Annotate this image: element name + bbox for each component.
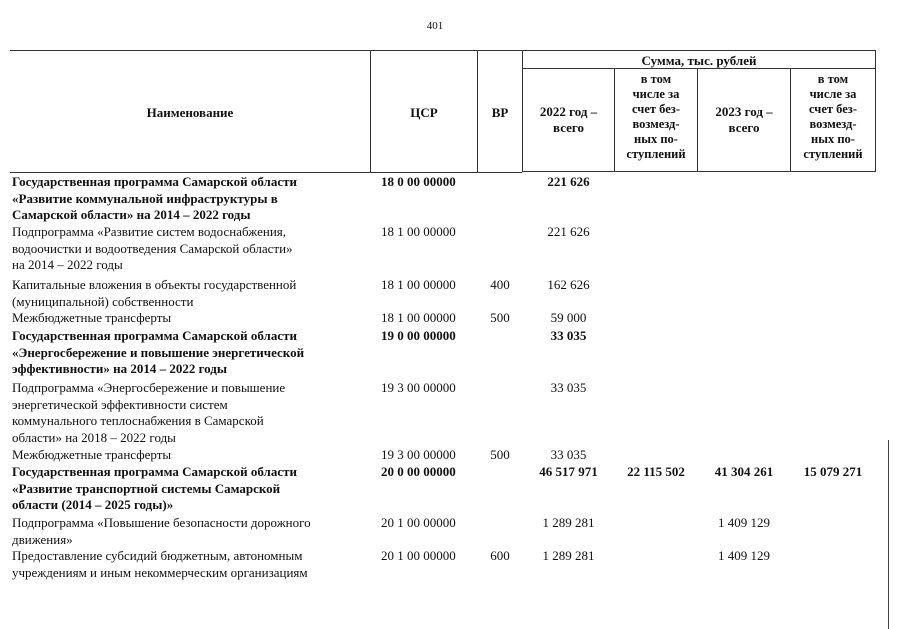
row-name-line: коммунального теплоснабжения в Самарской [12,413,264,428]
row-name-line: водоочистки и водоотведения Самарской области» [12,240,293,256]
amount-2023-cell: 41 304 261 [714,464,774,479]
row-name-cell [12,277,368,310]
csr-cell: 20 1 00 00000 [381,515,456,530]
row-name-line: движения» [12,531,73,547]
row-name-line: эффективности» на 2014 – 2022 годы [12,361,227,376]
row-name-line: Государственная программа Самарской области [12,328,297,343]
row-name-cell [12,380,368,446]
amount-2023-cell: 1 409 129 [718,548,770,563]
amount-2022-cell: 221 626 [547,224,590,239]
table-top-border [10,50,876,51]
header-2023-grants-line: в том [817,72,849,86]
amount-2022-cell: 33 035 [550,328,587,343]
row-name-line: «Развитие коммунальной инфраструктуры в [12,190,278,206]
vr-cell: 600 [490,548,510,563]
header-name: Наименование [146,105,234,120]
header-2022-grants [615,72,697,162]
header-2022-grants-line: счет без- [632,102,680,116]
row-name-cell [12,224,368,274]
amount-2022-cell: 221 626 [547,174,590,189]
table-right-border [875,50,876,172]
row-name-line: области (2014 – 2025 годы)» [12,497,174,512]
scan-edge-line [888,440,889,629]
header-bottom-right [522,171,876,172]
csr-cell: 20 1 00 00000 [381,548,456,563]
header-vr: ВР [491,105,509,120]
header-2022-grants-line: числе за [632,87,680,101]
csr-cell: 19 0 00 00000 [381,328,456,343]
header-2023-total-line: 2023 год – [715,104,773,119]
vr-cell: 500 [490,447,510,462]
row-name-cell [12,328,368,378]
row-name-line: Межбюджетные трансферты [12,310,172,325]
row-name-line: «Развитие транспортной системы Самарской [12,480,281,496]
amount-2022-cell: 162 626 [547,277,590,292]
row-name-line: учреждениям и иным некоммерческим организациям [12,564,308,580]
vr-cell: 500 [490,310,510,325]
header-2023-total [698,104,790,136]
header-bottom-left [10,172,522,173]
row-name-line: Предоставление субсидий бюджетным, автономным [12,548,303,563]
amount-2022-cell: 1 289 281 [542,515,595,530]
header-2022-grants-line: ступлений [626,147,686,161]
amount-2023-cell: 1 409 129 [718,515,770,530]
col-divider-name [370,50,371,172]
header-sum-title: Сумма, тыс. рублей [641,53,757,68]
header-2022-grants-line: возмезд- [632,117,680,131]
vr-cell: 400 [490,277,510,292]
header-2022-total [523,104,614,136]
header-2023-total-line: всего [728,120,760,135]
row-name-line: Межбюджетные трансферты [12,447,172,462]
header-csr: ЦСР [410,105,438,120]
header-2023-grants-line: возмезд- [809,117,857,131]
row-name-line: области» на 2018 – 2022 годы [12,429,176,445]
row-name-cell [12,310,368,327]
row-name-line: Государственная программа Самарской области [12,174,297,189]
header-2023-grants-line: счет без- [809,102,857,116]
csr-cell: 19 3 00 00000 [381,447,456,462]
row-name-line: Самарской области» на 2014 – 2022 годы [12,207,251,222]
csr-cell: 18 1 00 00000 [381,224,456,239]
row-name-line: Капитальные вложения в объекты государственной [12,277,297,292]
row-name-cell [12,464,368,514]
row-name-cell [12,515,368,548]
header-2023-grants-line: числе за [809,87,857,101]
amount-2022-cell: 33 035 [550,447,587,462]
amount-2022-cell: 59 000 [550,310,587,325]
csr-cell: 20 0 00 00000 [381,464,456,479]
row-name-line: на 2014 – 2022 годы [12,257,123,272]
grants-2023-cell: 15 079 271 [803,464,863,479]
row-name-line: энергетической эффективности систем [12,396,228,412]
amount-2022-cell: 46 517 971 [539,464,598,479]
header-2022-total-line: всего [553,120,584,135]
grants-2022-cell: 22 115 502 [627,464,685,479]
row-name-line: Подпрограмма «Энергосбережение и повышение [12,380,286,395]
csr-cell: 18 1 00 00000 [381,310,456,325]
header-2022-grants-line: в том [640,72,672,86]
csr-cell: 18 1 00 00000 [381,277,456,292]
header-2022-total-line: 2022 год – [539,104,598,119]
amount-2022-cell: 1 289 281 [542,548,595,563]
csr-cell: 18 0 00 00000 [381,174,456,189]
row-name-line: Подпрограмма «Повышение безопасности дорожного [12,515,311,530]
row-name-cell [12,174,368,224]
page-number: 401 [426,20,444,32]
header-2022-grants-line: ных по- [634,132,678,146]
header-2023-grants-line: ступлений [803,147,863,161]
row-name-line: «Энергосбережение и повышение энергетической [12,344,305,360]
header-2023-grants-line: ных по- [811,132,855,146]
row-name-cell [12,548,368,581]
row-name-cell [12,447,368,464]
row-name-line: Подпрограмма «Развитие систем водоснабжения, [12,224,287,239]
row-name-line: (муниципальной) собственности [12,293,194,309]
amount-2022-cell: 33 035 [550,380,587,395]
row-name-line: Государственная программа Самарской области [12,464,297,479]
header-2023-grants [791,72,875,162]
csr-cell: 19 3 00 00000 [381,380,456,395]
